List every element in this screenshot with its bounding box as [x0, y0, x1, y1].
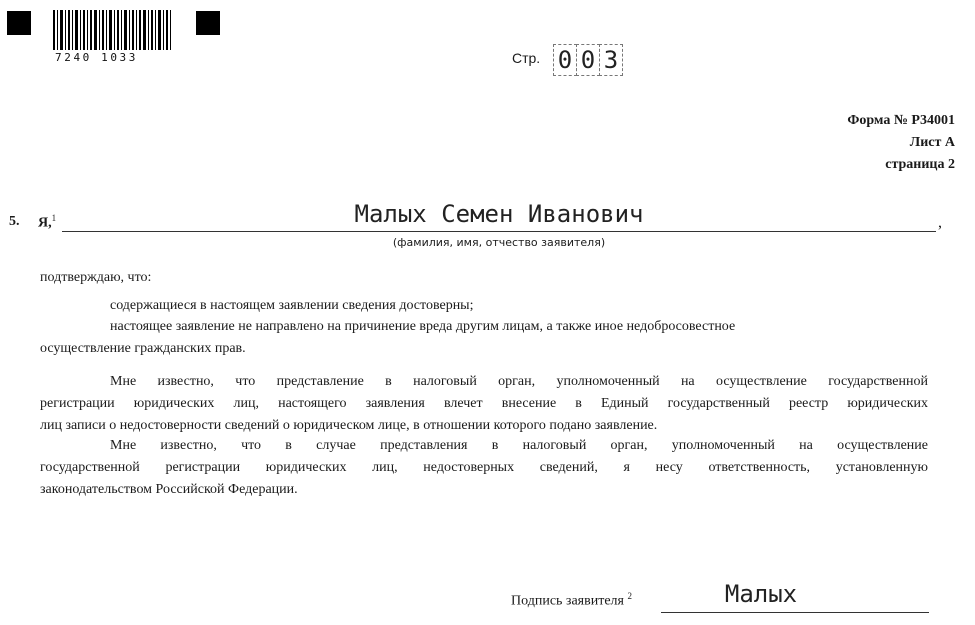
page-digit-cell: 0 [553, 44, 577, 76]
page-label: Стр. [512, 50, 541, 66]
paragraph-1-line-3: лиц записи о недостоверности сведений о юридическом лице, в отношении которого подано заявление. [40, 418, 658, 433]
page-number-cells [553, 44, 622, 76]
page-digit-cell: 3 [599, 44, 623, 76]
paragraph-2-line-1: Мне известно, что в случае представления в налоговый орган, уполномоченный на осуществление [110, 438, 928, 453]
statement-item-2-line-1: настоящее заявление не направлено на причинение вреда другим лицам, а также иное недобросовестное [110, 319, 736, 334]
sheet-page: страница 2 [885, 157, 955, 172]
applicant-prefix-text: Я, [38, 215, 52, 231]
confirm-text: подтверждаю, что: [40, 270, 152, 285]
form-number: Форма № Р34001 [847, 113, 955, 128]
statement-item-2-line-2: осуществление гражданских прав. [40, 341, 246, 356]
barcode-image [53, 10, 171, 50]
applicant-prefix [38, 213, 56, 232]
signature-label [511, 591, 632, 610]
paragraph-1-line-1: Мне известно, что представление в налоговый орган, уполномоченный на осуществление государственной [110, 374, 928, 389]
page-digit-cell: 0 [576, 44, 600, 76]
signature-underline [661, 612, 929, 613]
applicant-name-field[interactable]: Малых Семен Иванович [354, 200, 644, 228]
statement-item-1: содержащиеся в настоящем заявлении сведения достоверны; [110, 298, 474, 313]
section-number: 5. [9, 214, 20, 229]
footnote-marker: 1 [51, 213, 57, 223]
signature-label-text: Подпись заявителя [511, 593, 624, 609]
paragraph-2-line-3: законодательством Российской Федерации. [40, 482, 298, 497]
corner-marker-left [7, 11, 31, 35]
form-meta [847, 110, 955, 176]
barcode-digits: 7240 1033 [55, 51, 139, 64]
applicant-name-underline [62, 231, 936, 232]
corner-marker-right [196, 11, 220, 35]
paragraph-1-line-2: регистрации юридических лиц, настоящего заявления влечет внесение в Единый государственный реестр юридических [40, 396, 928, 411]
name-comma: , [938, 214, 942, 231]
paragraph-2-line-2: государственной регистрации юридических лиц, недостоверных сведений, я несу ответственность, установленную [40, 460, 928, 475]
applicant-name-caption: (фамилия, имя, отчество заявителя) [392, 236, 606, 249]
signature-field[interactable]: Малых [724, 580, 798, 608]
sheet-label: Лист А [909, 135, 955, 150]
signature-footnote: 2 [627, 591, 632, 601]
